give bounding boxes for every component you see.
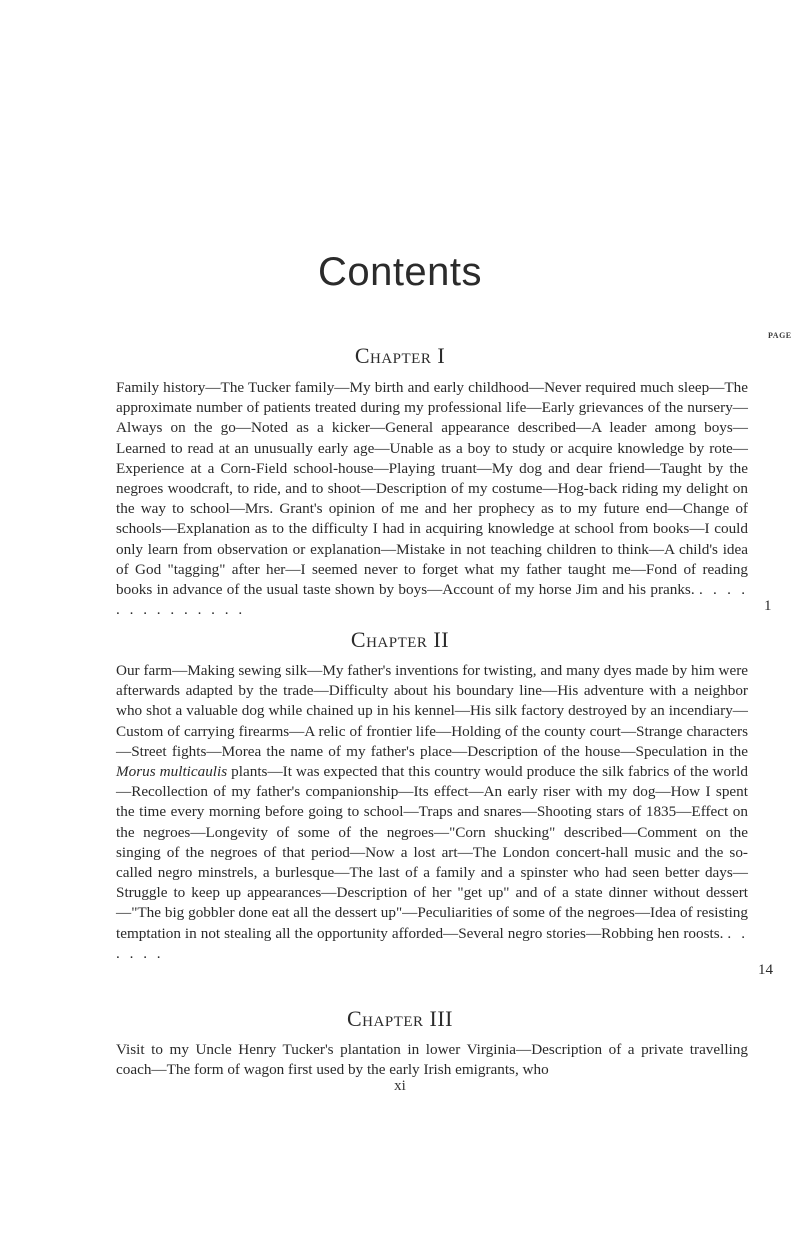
chapter-2-page-number: 14 <box>758 962 773 978</box>
chapter-3-summary <box>116 1040 748 1080</box>
chapter-3-heading: Chapter III <box>347 1006 453 1031</box>
chapter-2-summary <box>116 661 748 964</box>
page-column-heading: PAGE <box>768 331 792 340</box>
chapter-2-heading: Chapter II <box>350 627 450 652</box>
chapter-1-summary-text: Family history—The Tucker family—My birth and early childhood—Never required much sleep—The approximate number of patients treated during my professional life—Early grievances of the nursery—Always on the go—Noted as a kicker—General appearance described—A leader among boys—Learned to read at an unusually early age—Unable as a boy to study or acquire knowledge by rote—Experience at a Corn-Field school-house—Playing truant—My dog and dear friend—Taught by the negroes woodcraft, to ride, and to shoot—Description of my costume—Hog-back riding my delight on the way to school—Mrs. Grant's opinion of me and her prophecy as to my future end—Change of schools—Explanation as to the difficulty I had in acquiring knowledge at school from books—I could only learn from observation or explanation—Mistake in not teaching children to think—A child's idea of God "tagging" after her—I seemed never to forget what my father taught me—Fond of reading books in advance of the usual taste shown by boys—Account of my horse Jim and his pranks. <box>116 379 748 599</box>
page-title: Contents <box>317 250 483 294</box>
chapter-1-page-number: 1 <box>764 598 772 614</box>
chapter-2-italic-term: Morus multicaulis <box>116 763 228 781</box>
chapter-2-leader: . . . . . . <box>116 924 748 962</box>
folio-number: xi <box>394 1078 406 1094</box>
chapter-2-summary-text-a: Our farm—Making sewing silk—My father's inventions for twisting, and many dyes made by him were afterwards adapted by the trade—Difficulty about his boundary line—His adventure with a neighbor who shot a valuable dog while chained up in his kennel—His silk factory destroyed by an incendiary—Custom of carrying firearms—A relic of frontier life—Holding of the county court—Strange characters—Street fights—Morea the name of my father's place—Description of the house—Speculation in the <box>116 662 748 760</box>
chapter-1-heading: Chapter I <box>354 343 446 368</box>
chapter-3-summary-text: Visit to my Uncle Henry Tucker's plantation in lower Virginia—Description of a private travelling coach—The form of wagon first used by the early Irish emigrants, who <box>116 1041 748 1079</box>
chapter-1-leader: . . . . . . . . . . . . . . <box>116 581 749 619</box>
chapter-1-summary <box>116 378 748 620</box>
chapter-2-summary-text-b: plants—It was expected that this country would produce the silk fabrics of the world—Recollection of my father's companionship—Its effect—An early riser with my dog—How I spent the time every morning before going to school—Traps and snares—Shooting stars of 1835—Effect on the negroes—Longevity of some of the negroes—"Corn shucking" described—Comment on the singing of the negroes of that period—Now a lost art—The London concert-hall music and the so-called negro minstrels, a burlesque—The last of a family and a spinster who had seen better days—Struggle to keep up appearances—Description of her "get up" and of a state dinner without dessert—"The big gobbler done eat all the dessert up"—Peculiarities of some of the negroes—Idea of resisting temptation in not stealing all the opportunity afforded—Several negro stories—Robbing hen roosts. <box>116 763 748 942</box>
